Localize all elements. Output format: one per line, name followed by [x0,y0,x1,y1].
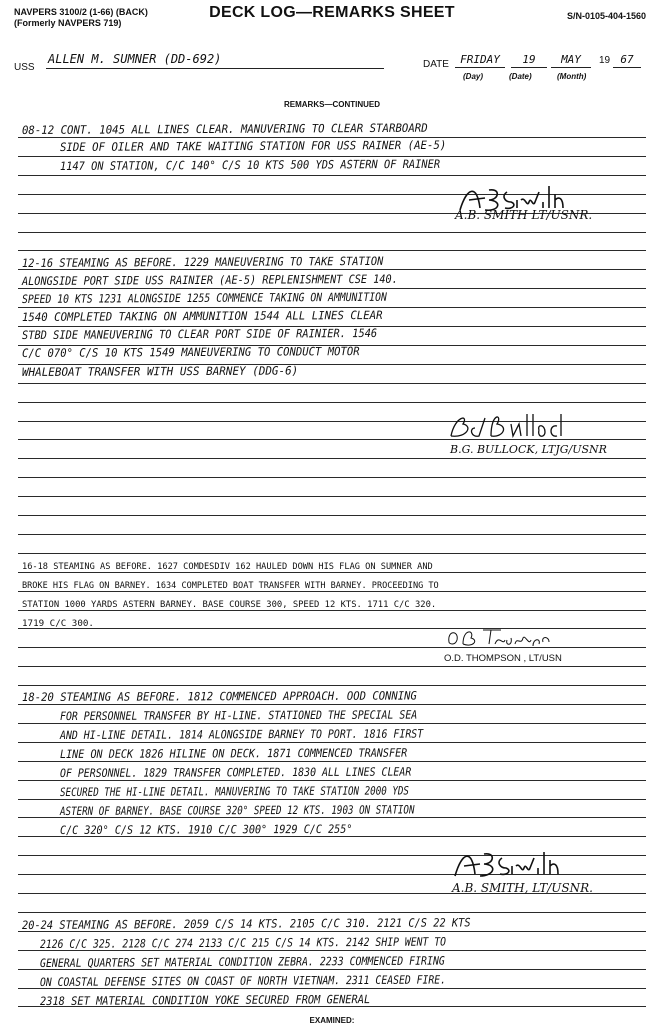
month-caption: (Month) [557,72,587,81]
entry-line: ON COASTAL DEFENSE SITES ON COAST OF NORTH VIETNAM. 2311 CEASED FIRE. [39,972,447,989]
signature-name: A.B. SMITH, LT/USNR. [452,881,593,895]
rule-line [18,383,646,384]
entry-line: 12-16 STEAMING AS BEFORE. 1229 MANEUVERING TO TAKE STATION [21,253,384,270]
entry-line: STBD SIDE MANEUVERING TO CLEAR PORT SIDE OF RAINIER. 1546 [21,325,378,342]
entry-line: 2126 C/C 325. 2128 C/C 274 2133 C/C 215 C/S 14 KTS. 2142 SHIP WENT TO [39,934,447,951]
rule-line [18,477,646,478]
former-form-number: (Formerly NAVPERS 719) [14,18,122,28]
date-caption: (Date) [509,72,532,81]
year-field: 67 [613,53,641,68]
page-title: DECK LOG—REMARKS SHEET [209,4,455,21]
rule-line [18,232,646,233]
date-label: DATE [423,59,449,70]
entry-line: LINE ON DECK 1826 HILINE ON DECK. 1871 COMMENCED TRANSFER [59,745,408,761]
rule-line [18,458,646,459]
entry-line: 18-20 STEAMING AS BEFORE. 1812 COMMENCED APPROACH. OOD CONNING [21,688,417,704]
rule-line [18,742,646,743]
remarks-heading: REMARKS—CONTINUED [284,100,380,109]
rule-line [18,553,646,554]
rule-line [18,723,646,724]
entry-line: SECURED THE HI-LINE DETAIL. MANUVERING TO TAKE STATION 2000 YDS [59,783,409,799]
entry-line: SPEED 10 KTS 1231 ALONGSIDE 1255 COMMENCE TAKING ON AMMUNITION [21,289,387,306]
ship-name-field: ALLEN M. SUMNER (DD-692) [46,52,384,69]
rule-line [18,288,646,289]
rule-line [18,515,646,516]
signature-name: A.B. SMITH LT/USNR. [455,208,593,222]
entry-line: 08-12 CONT. 1045 ALL LINES CLEAR. MANUVERING TO CLEAR STARBOARD [21,120,428,137]
signature-scrawl [445,624,555,648]
form-number: NAVPERS 3100/2 (1-66) (BACK) [14,7,148,17]
entry-line: OF PERSONNEL. 1829 TRANSFER COMPLETED. 1830 ALL LINES CLEAR [59,764,412,780]
rule-line [18,534,646,535]
entry-line: FOR PERSONNEL TRANSFER BY HI-LINE. STATIONED THE SPECIAL SEA [59,707,418,723]
date-field: 19 [511,53,547,68]
entry-line: WHALEBOAT TRANSFER WITH USS BARNEY (DDG-6) [21,363,299,379]
rule-line [18,496,646,497]
signature-name: O.D. THOMPSON , LT/USN [444,653,562,664]
rule-line [18,704,646,705]
entry-line: STATION 1000 YARDS ASTERN BARNEY. BASE COURSE 300, SPEED 12 KTS. 1711 C/C 320. [22,599,437,610]
day-field: FRIDAY [455,53,505,68]
entry-line: GENERAL QUARTERS SET MATERIAL CONDITION ZEBRA. 2233 COMMENCED FIRING [39,953,445,970]
rule-line [18,250,646,251]
entry-line: 16-18 STEAMING AS BEFORE. 1627 COMDESDIV 162 HAULED DOWN HIS FLAG ON SUMNER AND [22,561,433,572]
entry-line: 1540 COMPLETED TAKING ON AMMUNITION 1544 ALL LINES CLEAR [21,307,383,324]
entry-line: BROKE HIS FLAG ON BARNEY. 1634 COMPLETED BOAT TRANSFER WITH BARNEY. PROCEEDING TO [22,580,439,591]
stock-number: S/N-0105-404-1560 [566,11,646,21]
examined-label: EXAMINED: [309,1016,355,1025]
signature-name: B.G. BULLOCK, LTJG/USNR [450,443,607,456]
entry-line: ALONGSIDE PORT SIDE USS RAINIER (AE-5) REPLENISHMENT CSE 140. [21,271,398,288]
ship-label: USS [14,62,35,73]
rule-line [18,912,646,913]
rule-line [18,666,646,667]
rule-line [18,402,646,403]
entry-line: AND HI-LINE DETAIL. 1814 ALONGSIDE BARNEY TO PORT. 1816 FIRST [59,726,424,742]
signature-scrawl [445,410,565,440]
entry-line: C/C 320° C/S 12 KTS. 1910 C/C 300° 1929 C/C 255° [59,821,353,837]
entry-line: 20-24 STEAMING AS BEFORE. 2059 C/S 14 KTS. 2105 C/C 310. 2121 C/S 22 KTS [21,915,471,932]
entry-line: C/C 070° C/S 10 KTS 1549 MANEUVERING TO CONDUCT MOTOR [21,344,360,360]
entry-line: 2318 SET MATERIAL CONDITION YOKE SECURED FROM GENERAL [39,992,371,1008]
year-prefix: 19 [599,55,611,66]
entry-line: ASTERN OF BARNEY. BASE COURSE 320° SPEED 12 KTS. 1903 ON STATION [59,802,415,818]
rule-line [18,685,646,686]
signature-scrawl [450,846,570,880]
entry-line: 1147 ON STATION, C/C 140° C/S 10 KTS 500 YDS ASTERN OF RAINER [59,156,441,173]
month-field: MAY [551,53,591,68]
entry-line: SIDE OF OILER AND TAKE WAITING STATION FOR USS RAINER (AE-5) [59,137,447,154]
entry-line: 1719 C/C 300. [22,618,94,629]
day-caption: (Day) [463,72,484,81]
rule-line [18,175,646,176]
rule-line [18,761,646,762]
